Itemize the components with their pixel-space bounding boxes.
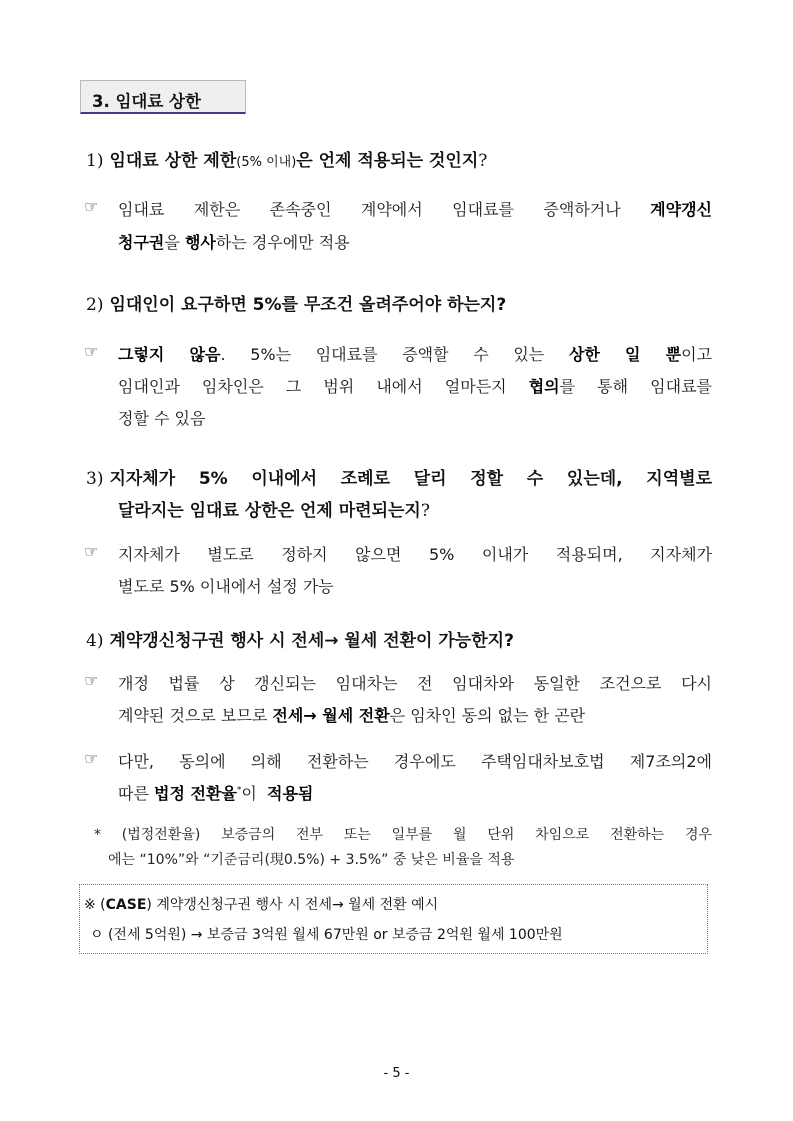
question-2: 2) 임대인이 요구하면 5%를 무조건 올려주어야 하는지? xyxy=(86,295,507,315)
question-number: 2) xyxy=(86,295,104,315)
question-3-line-1: 3) 지자체가 5% 이내에서 조례로 달리 정할 수 있는데, 지역별로 xyxy=(86,469,712,489)
answer-4-2-line-1: 다만, 동의에 의해 전환하는 경우에도 주택임대차보호법 제7조의2에 xyxy=(118,752,712,771)
footnote-line-1: * (법정전환율) 보증금의 전부 또는 일부를 월 단위 차임으로 전환하는 경우 xyxy=(94,827,712,843)
case-title: ※ (CASE) 계약갱신청구권 행사 시 전세→ 월세 전환 예시 xyxy=(84,897,439,913)
pointing-hand-icon: ☞ xyxy=(84,542,99,561)
answer-2-line-1: 그렇지 않음. 5%는 임대료를 증액할 수 있는 상한 일 뿐이고 xyxy=(118,345,712,364)
pointing-hand-icon: ☞ xyxy=(84,671,99,690)
answer-4-1-line-2: 계약된 것으로 보므로 전세→ 월세 전환은 임차인 동의 없는 한 곤란 xyxy=(118,706,586,725)
section-title: 3. 임대료 상한 xyxy=(92,92,201,111)
answer-3-line-2: 별도로 5% 이내에서 설정 가능 xyxy=(118,577,334,596)
answer-4-1-line-1: 개정 법률 상 갱신되는 임대차는 전 임대차와 동일한 조건으로 다시 xyxy=(118,674,712,693)
question-4: 4) 계약갱신청구권 행사 시 전세→ 월세 전환이 가능한지? xyxy=(86,631,514,651)
answer-4-2-line-2: 따른 법정 전환율*이 적용됨 xyxy=(118,784,314,803)
question-number: 4) xyxy=(86,631,104,651)
answer-3-line-1: 지자체가 별도로 정하지 않으면 5% 이내가 적용되며, 지자체가 xyxy=(118,545,712,564)
question-1: 1) 임대료 상한 제한(5% 이내)은 언제 적용되는 것인지? xyxy=(86,151,488,171)
answer-1-line-1: 임대료 제한은 존속중인 계약에서 임대료를 증액하거나 계약갱신 xyxy=(118,200,712,219)
footnote-line-2: 에는 “10%”와 “기준금리(現0.5%) + 3.5%” 중 낮은 비율을 적용 xyxy=(108,852,515,868)
answer-2-line-2: 임대인과 임차인은 그 범위 내에서 얼마든지 협의를 통해 임대료를 xyxy=(118,377,712,396)
pointing-hand-icon: ☞ xyxy=(84,342,99,361)
question-number: 1) xyxy=(86,151,104,171)
case-example: ㅇ (전세 5억원) → 보증금 3억원 월세 67만원 or 보증금 2억원 월세 100만원 xyxy=(90,927,563,943)
question-number: 3) xyxy=(86,469,104,489)
answer-1-line-2: 청구권을 행사하는 경우에만 적용 xyxy=(118,233,350,252)
pointing-hand-icon: ☞ xyxy=(84,197,99,216)
page-number: - 5 - xyxy=(383,1066,410,1081)
question-3-line-2: 달라지는 임대료 상한은 언제 마련되는지? xyxy=(118,501,430,521)
answer-2-line-3: 정할 수 있음 xyxy=(118,409,206,428)
pointing-hand-icon: ☞ xyxy=(84,749,99,768)
